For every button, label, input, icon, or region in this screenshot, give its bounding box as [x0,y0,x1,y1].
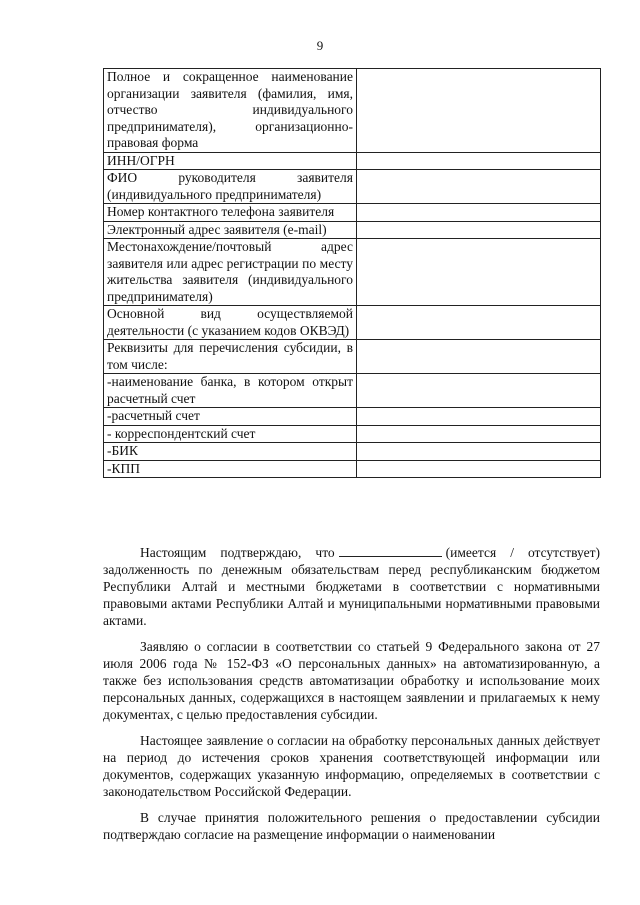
form-row [104,340,601,374]
personal-data-consent-paragraph: Заявляю о согласии в соответствии со статьей 9 Федерального закона от 27 июля 2006 года № 152-ФЗ «О персональных данных» на автоматизированную, а также без использования средств автоматизации обработку и использование моих персональных данных, содержащихся в настоящем заявлении и прилагаемых к нему документах, с целью предоставления субсидии. [103,639,600,722]
form-row-value-cell[interactable] [357,221,601,239]
form-row-value-cell[interactable] [357,408,601,426]
debt-confirmation-rest: (имеется / отсутствует) задолженность по денежным обязательствам перед республиканским бюджетом Республики Алтай и местными бюджетами в соответствии с нормативными правовыми актами Республики Алтай и муниципальными нормативными правовыми актами. [103,545,601,628]
form-row-label: -БИК [104,443,357,461]
form-row [104,460,601,478]
debt-status-blank[interactable] [339,544,442,557]
form-row [104,408,601,426]
form-row-label: -КПП [104,460,357,478]
form-row-value-cell[interactable] [357,340,601,374]
applicant-info-table [103,68,601,478]
form-row-label: ИНН/ОГРН [104,152,357,170]
form-row-value-cell[interactable] [357,239,601,306]
form-row-label: ФИО руководителя заявителя (индивидуального предпринимателя) [104,170,357,204]
form-row [104,374,601,408]
form-row-value-cell[interactable] [357,204,601,222]
form-row [104,204,601,222]
form-row-label: -наименование банка, в котором открыт расчетный счет [104,374,357,408]
form-row-label: Номер контактного телефона заявителя [104,204,357,222]
form-row-label: Электронный адрес заявителя (e-mail) [104,221,357,239]
form-row [104,170,601,204]
form-row [104,306,601,340]
form-row [104,221,601,239]
page-number: 9 [316,38,324,53]
form-row-label: Местонахождение/почтовый адрес заявителя или адрес регистрации по месту жительства заявителя (индивидуального предпринимателя) [104,239,357,306]
form-row [104,425,601,443]
consent-validity-paragraph: Настоящее заявление о согласии на обработку персональных данных действует на период до истечения сроков хранения соответствующей информации или документов, содержащих указанную информацию, определяемых в соответствии с законодательством Российской Федерации. [103,733,600,799]
form-row-label: - корреспондентский счет [104,425,357,443]
form-row-label: -расчетный счет [104,408,357,426]
form-row-label: Основной вид осуществляемой деятельности (с указанием кодов ОКВЭД) [104,306,357,340]
form-row-value-cell[interactable] [357,69,601,153]
form-row-value-cell[interactable] [357,306,601,340]
form-row [104,443,601,461]
form-row-label: Полное и сокращенное наименование организации заявителя (фамилия, имя, отчество индивидуального предпринимателя), организационно-правовая форма [104,69,357,153]
form-row-value-cell[interactable] [357,443,601,461]
debt-confirmation-paragraph [103,544,600,629]
form-row [104,69,601,153]
form-row-label: Реквизиты для перечисления субсидии, в том числе: [104,340,357,374]
form-row-value-cell[interactable] [357,152,601,170]
form-row-value-cell[interactable] [357,425,601,443]
declaration-text [103,544,600,852]
publication-consent-paragraph: В случае принятия положительного решения о предоставлении субсидии подтверждаю согласие на размещение информации о наименовании [103,810,600,842]
debt-confirmation-lead: Настоящим подтверждаю, что [140,545,335,560]
form-row [104,239,601,306]
form-row-value-cell[interactable] [357,170,601,204]
form-row-value-cell[interactable] [357,460,601,478]
form-row-value-cell[interactable] [357,374,601,408]
form-row [104,152,601,170]
